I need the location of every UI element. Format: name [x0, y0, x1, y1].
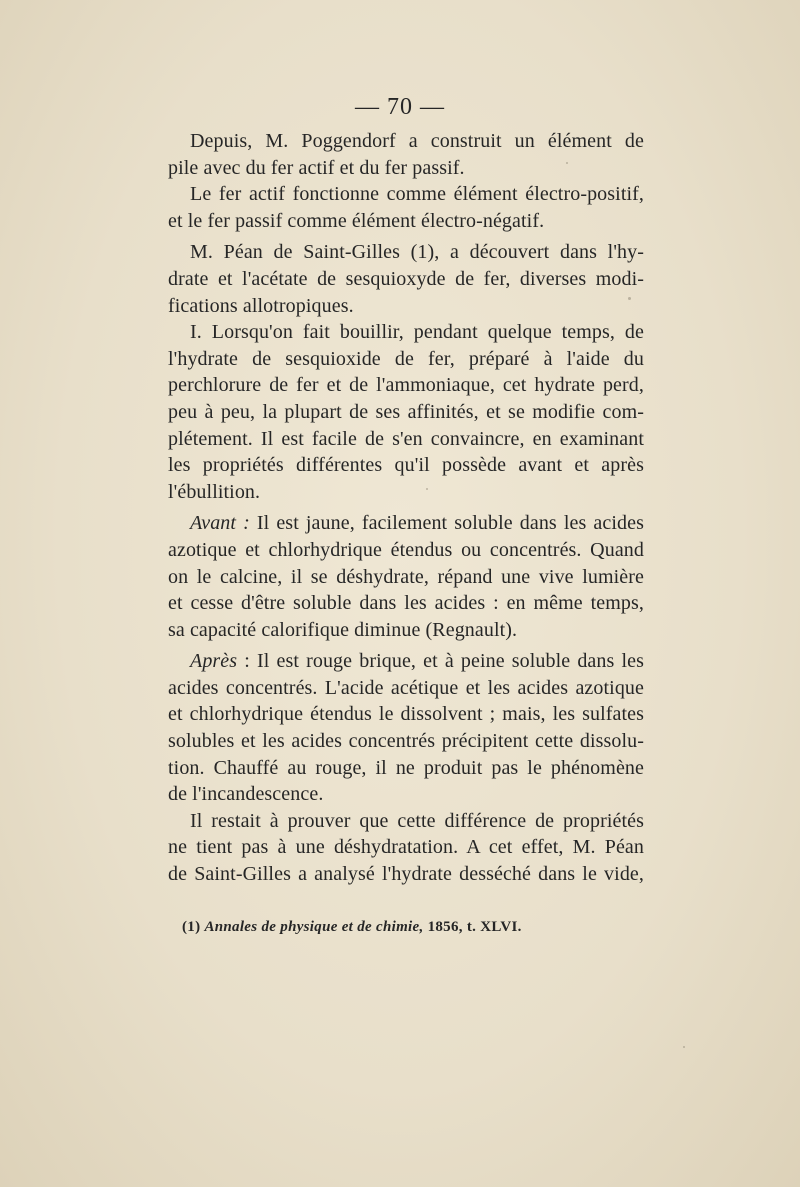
text-line: solubles et les acides concentrés précipitent cette dissolu-: [168, 730, 644, 753]
paper-speck: [426, 488, 428, 490]
text-line: M. Péan de Saint-Gilles (1), a découvert dans l'hy-: [190, 241, 644, 264]
paragraph-avant: [168, 510, 644, 643]
text-line: les propriétés différentes qu'il possède avant et après: [168, 454, 644, 477]
text-line: pile avec du fer actif et du fer passif.: [168, 156, 465, 179]
text-line: drate et l'acétate de sesquioxyde de fer, diverses modi-: [168, 267, 644, 290]
text-line: plétement. Il est facile de s'en convaincre, en examinant: [168, 427, 644, 450]
text-line: tion. Chauffé au rouge, il ne produit pas le phénomène: [168, 756, 644, 779]
footnote-source: Annales de physique et de chimie,: [204, 919, 424, 935]
text-line: fications allotropiques.: [168, 294, 354, 317]
text-line: ne tient pas à une déshydratation. A cet effet, M. Péan: [168, 836, 644, 859]
paper-speck: [683, 1046, 685, 1048]
text-line: perchlorure de fer et de l'ammoniaque, cet hydrate perd,: [168, 374, 644, 397]
text-line: azotique et chlorhydrique étendus ou concentrés. Quand: [168, 538, 644, 561]
text-line: et le fer passif comme élément électro-négatif.: [168, 209, 545, 232]
text-run: : Il est rouge brique, et à peine soluble dans les: [237, 650, 644, 673]
paper-speck: [566, 162, 568, 164]
text-line: peu à peu, la plupart de ses affinités, et se modifie com-: [168, 400, 644, 423]
paragraph-4: [168, 319, 644, 505]
avant-label: Avant :: [190, 512, 250, 535]
text-line: de Saint-Gilles a analysé l'hydrate desséché dans le vide,: [168, 863, 644, 886]
text-line: acides concentrés. L'acide acétique et les acides azotique: [168, 676, 644, 699]
footnote-marker: (1): [182, 919, 201, 935]
body-text: [168, 128, 644, 888]
text-line: Depuis, M. Poggendorf a construit un élément de: [190, 130, 644, 152]
text-line: [168, 510, 644, 537]
paragraph-2: [168, 181, 644, 234]
footnote-details: 1856, t. XLVI.: [427, 919, 522, 935]
text-line: l'hydrate de sesquioxide de fer, préparé à l'aide du: [168, 347, 644, 370]
footnote: [182, 919, 522, 936]
text-run: Il est jaune, facilement soluble dans les acides: [249, 512, 644, 535]
paragraph-3: [168, 239, 644, 319]
text-line: [168, 648, 644, 675]
page-number: — 70 —: [355, 94, 445, 120]
text-line: de l'incandescence.: [168, 783, 324, 806]
text-line: et cesse d'être soluble dans les acides : en même temps,: [168, 592, 644, 615]
text-line: l'ébullition.: [168, 480, 261, 503]
text-line: I. Lorsqu'on fait bouillir, pendant quelque temps, de: [190, 321, 644, 344]
paper-speck: [628, 297, 631, 300]
apres-label: Après: [190, 650, 238, 673]
paragraph-apres: [168, 648, 644, 808]
text-line: et chlorhydrique étendus le dissolvent ; mais, les sulfates: [168, 703, 644, 726]
paragraph-7: [168, 808, 644, 888]
text-line: on le calcine, il se déshydrate, répand une vive lumière: [168, 565, 644, 588]
paragraph-1: [168, 128, 644, 181]
text-line: Il restait à prouver que cette différence de propriétés: [190, 809, 644, 832]
text-line: Le fer actif fonctionne comme élément électro-positif,: [190, 183, 644, 206]
text-line: sa capacité calorifique diminue (Regnault).: [168, 618, 518, 641]
